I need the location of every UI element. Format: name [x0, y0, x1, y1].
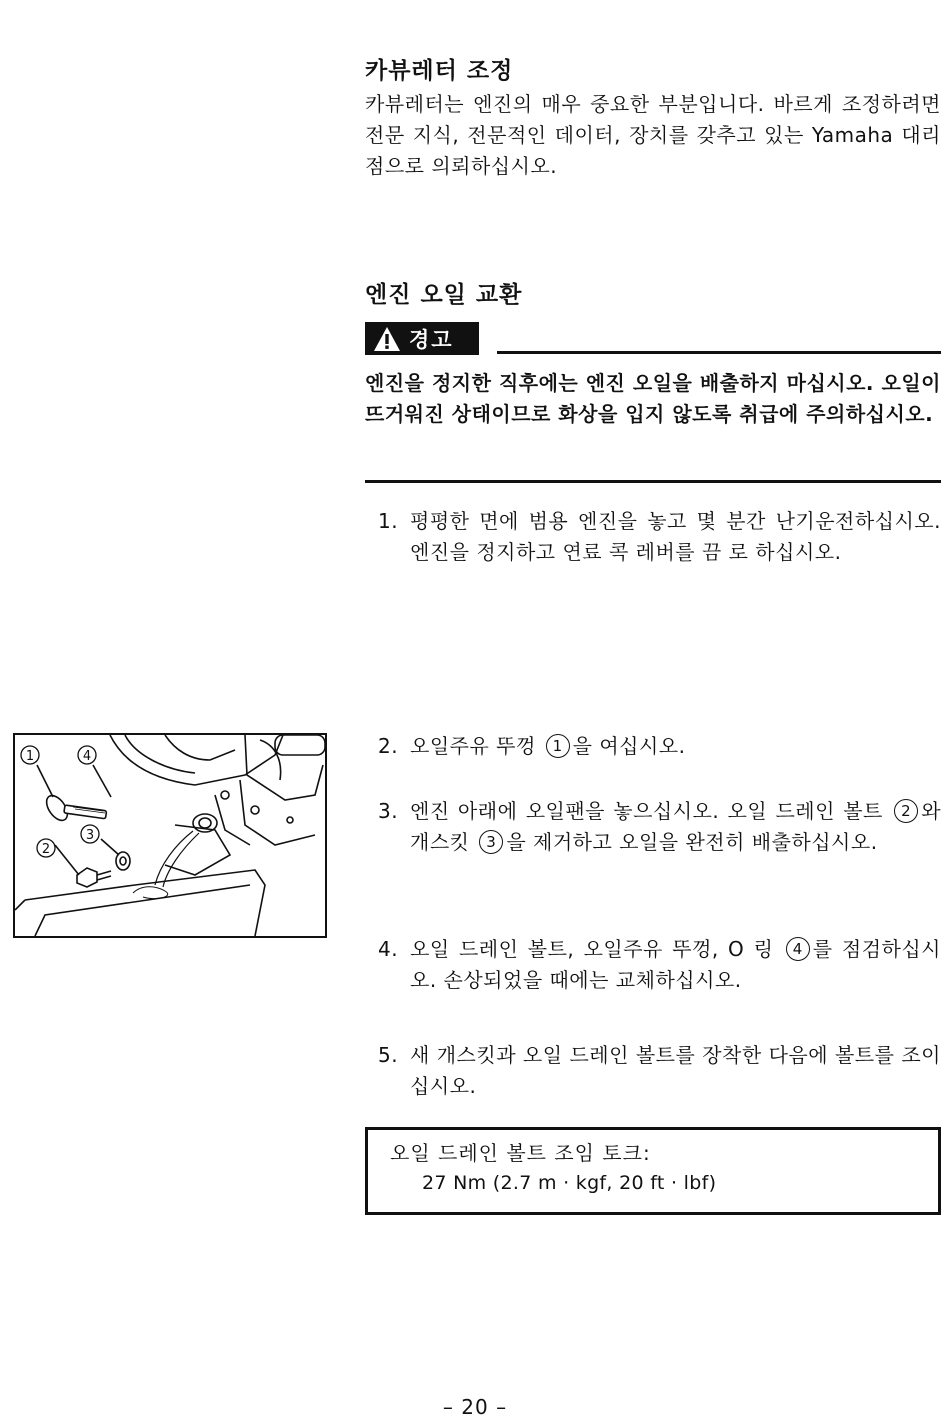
step-number: 4. — [378, 937, 399, 961]
step-text-part: 을 여십시오. — [572, 734, 686, 758]
warning-text: 엔진을 정지한 직후에는 엔진 오일을 배출하지 마십시오. 오일이 뜨거워진 상태이므로 화상을 입지 않도록 취급에 주의하십시오. — [365, 371, 941, 426]
oil-change-heading: 엔진 오일 교환 — [365, 282, 523, 308]
engine-oil-drain-illustration — [15, 735, 325, 936]
warning-label: 경고 — [409, 327, 454, 352]
step-3 — [378, 796, 941, 858]
step-number: 3. — [378, 799, 399, 823]
step-text-part: 을 제거하고 오일을 완전히 배출하십시오. — [506, 830, 878, 854]
step-text — [410, 731, 941, 762]
carburetor-section — [365, 52, 941, 85]
step-text-part: 오일주유 뚜껑 — [410, 734, 536, 758]
step-4 — [378, 934, 941, 996]
page-number: – 20 – — [442, 1395, 508, 1419]
torque-spec-label: 오일 드레인 볼트 조임 토크: — [390, 1141, 651, 1165]
carburetor-body-wrap — [365, 89, 941, 182]
callout-ref-3: 3 — [479, 830, 503, 854]
torque-spec-box — [365, 1127, 941, 1215]
figure-callout-3: 3 — [85, 828, 95, 843]
warning-header — [365, 322, 941, 356]
callout-ref-2: 2 — [894, 799, 918, 823]
step-5 — [378, 1040, 941, 1102]
step-2 — [378, 731, 941, 762]
step-text — [410, 796, 941, 858]
warning-badge — [365, 322, 479, 355]
oil-change-section — [365, 276, 941, 309]
warning-triangle-icon — [373, 326, 401, 352]
step-text: 평평한 면에 범용 엔진을 놓고 몇 분간 난기운전하십시오. 엔진을 정지하고 연료 콕 레버를 끔 로 하십시오. — [410, 509, 941, 564]
step-text-part: 엔진 아래에 오일팬을 놓으십시오. 오일 드레인 볼트 — [410, 799, 883, 823]
warning-rule — [497, 351, 941, 354]
step-text-part: 를 점검하십시오. 손상되었을 때에는 교체하십시오. — [410, 937, 941, 992]
step-text: 새 개스킷과 오일 드레인 볼트를 장착한 다음에 볼트를 조이십시오. — [410, 1043, 941, 1098]
carburetor-body: 카뷰레터는 엔진의 매우 중요한 부분입니다. 바르게 조정하려면 전문 지식, 전문적인 데이터, 장치를 갖추고 있는 Yamaha 대리점으로 의뢰하십시오. — [365, 92, 941, 178]
step-text — [410, 934, 941, 996]
callout-ref-4: 4 — [786, 937, 810, 961]
torque-spec-value: 27 Nm (2.7 m · kgf, 20 ft · lbf) — [422, 1172, 717, 1194]
step-number: 2. — [378, 734, 399, 758]
step-number: 1. — [378, 509, 399, 533]
figure-callout-4: 4 — [82, 749, 92, 764]
warning-bottom-rule — [365, 480, 941, 483]
callout-ref-1: 1 — [546, 734, 570, 758]
carburetor-heading: 카뷰레터 조정 — [365, 58, 514, 84]
step-text-part: 오일 드레인 볼트, 오일주유 뚜껑, O 링 — [410, 937, 783, 961]
step-number: 5. — [378, 1043, 399, 1067]
step-text-part: 와 개스킷 — [410, 799, 942, 854]
figure-callout-1: 1 — [25, 749, 35, 764]
oil-drain-figure — [13, 733, 327, 938]
step-1 — [378, 506, 941, 568]
figure-callout-2: 2 — [41, 842, 51, 857]
